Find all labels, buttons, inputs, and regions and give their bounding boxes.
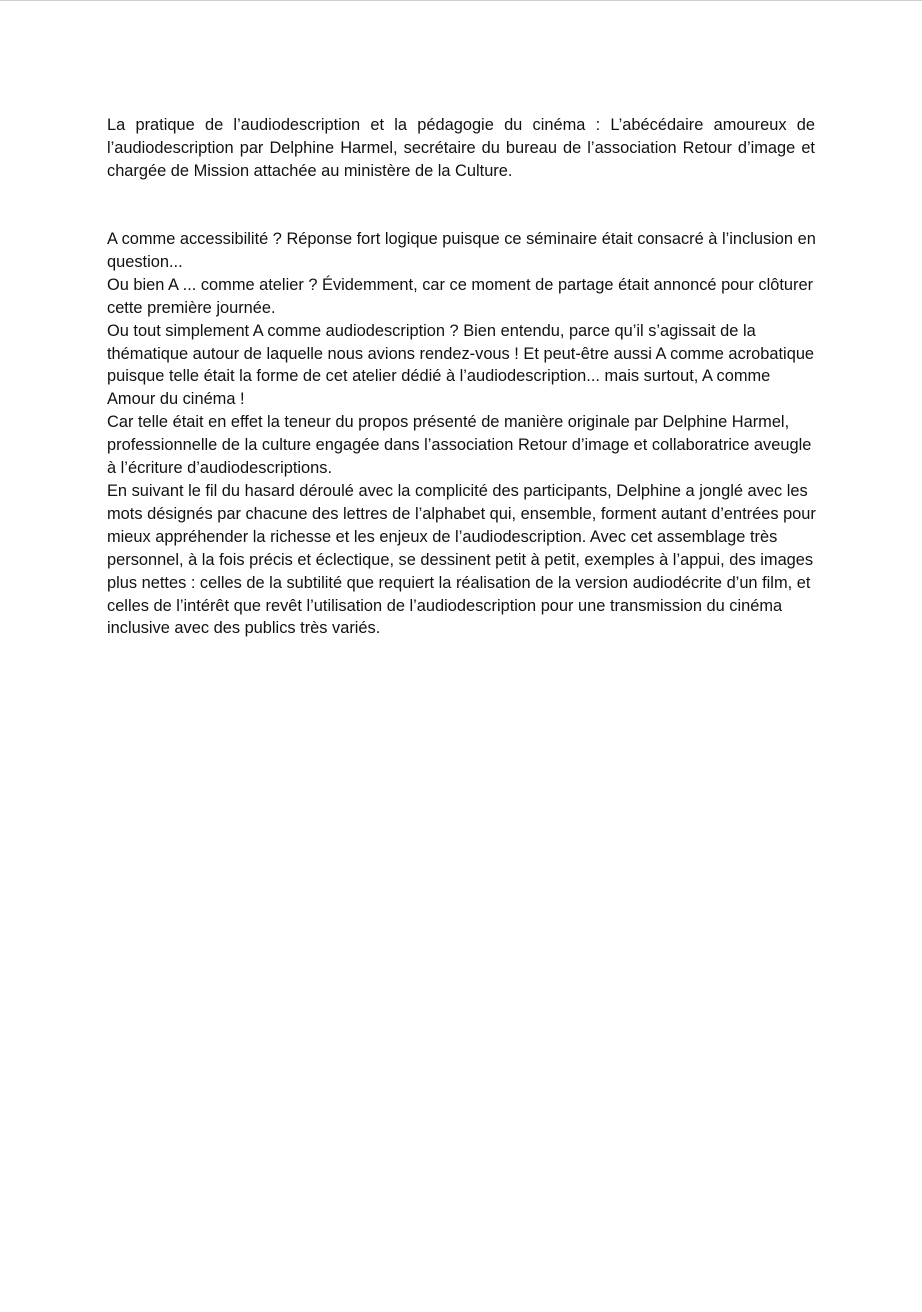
paragraph-audiodescription: Ou tout simplement A comme audiodescription ? Bien entendu, parce qu’il s’agissait de la thématique autour de laquelle nous avions rendez-vous ! Et peut-être aussi A comme acrobatique puisque telle était la forme de cet atelier dédié à l’audiodescription... mais surtout, A comme Amour du cinéma ! [107,321,815,409]
paragraph-teneur-propos: Car telle était en effet la teneur du propos présenté de manière originale par Delphine Harmel, professionnelle de la culture engagée dans l’association Retour d’image et collaboratrice aveugle à l’écriture d’audiodescriptions. [107,413,812,478]
body-text [107,228,819,640]
intro-paragraph: La pratique de l’audiodescription et la pédagogie du cinéma : L’abécédaire amoureux de l’audiodescription par Delphine Harmel, secrétaire du bureau de l’association Retour d’image et chargée de Mission attachée au ministère de la Culture. [107,116,815,180]
paragraph-accessibilite: A comme accessibilité ? Réponse fort logique puisque ce séminaire était consacré à l’inclusion en question... [107,230,816,271]
paragraph-atelier: Ou bien A ... comme atelier ? Évidemment, car ce moment de partage était annoncé pour clôturer cette première journée. [107,275,814,317]
paragraph-abecedaire: En suivant le fil du hasard déroulé avec la complicité des participants, Delphine a jonglé avec les mots désignés par chacune des lettres de l’alphabet qui, ensemble, forment autant d’entrées pour mieux appréhender la richesse et les enjeux de l’audiodescription. Avec cet assemblage très personnel, à la fois précis et éclectique, se dessinent petit à petit, exemples à l’appui, des images plus nettes : celles de la subtilité que requiert la réalisation de la version audiodécrite d’un film, et celles de l’intérêt que revêt l’utilisation de l’audiodescription pour une transmission du cinéma inclusive avec des publics très variés. [107,481,816,638]
